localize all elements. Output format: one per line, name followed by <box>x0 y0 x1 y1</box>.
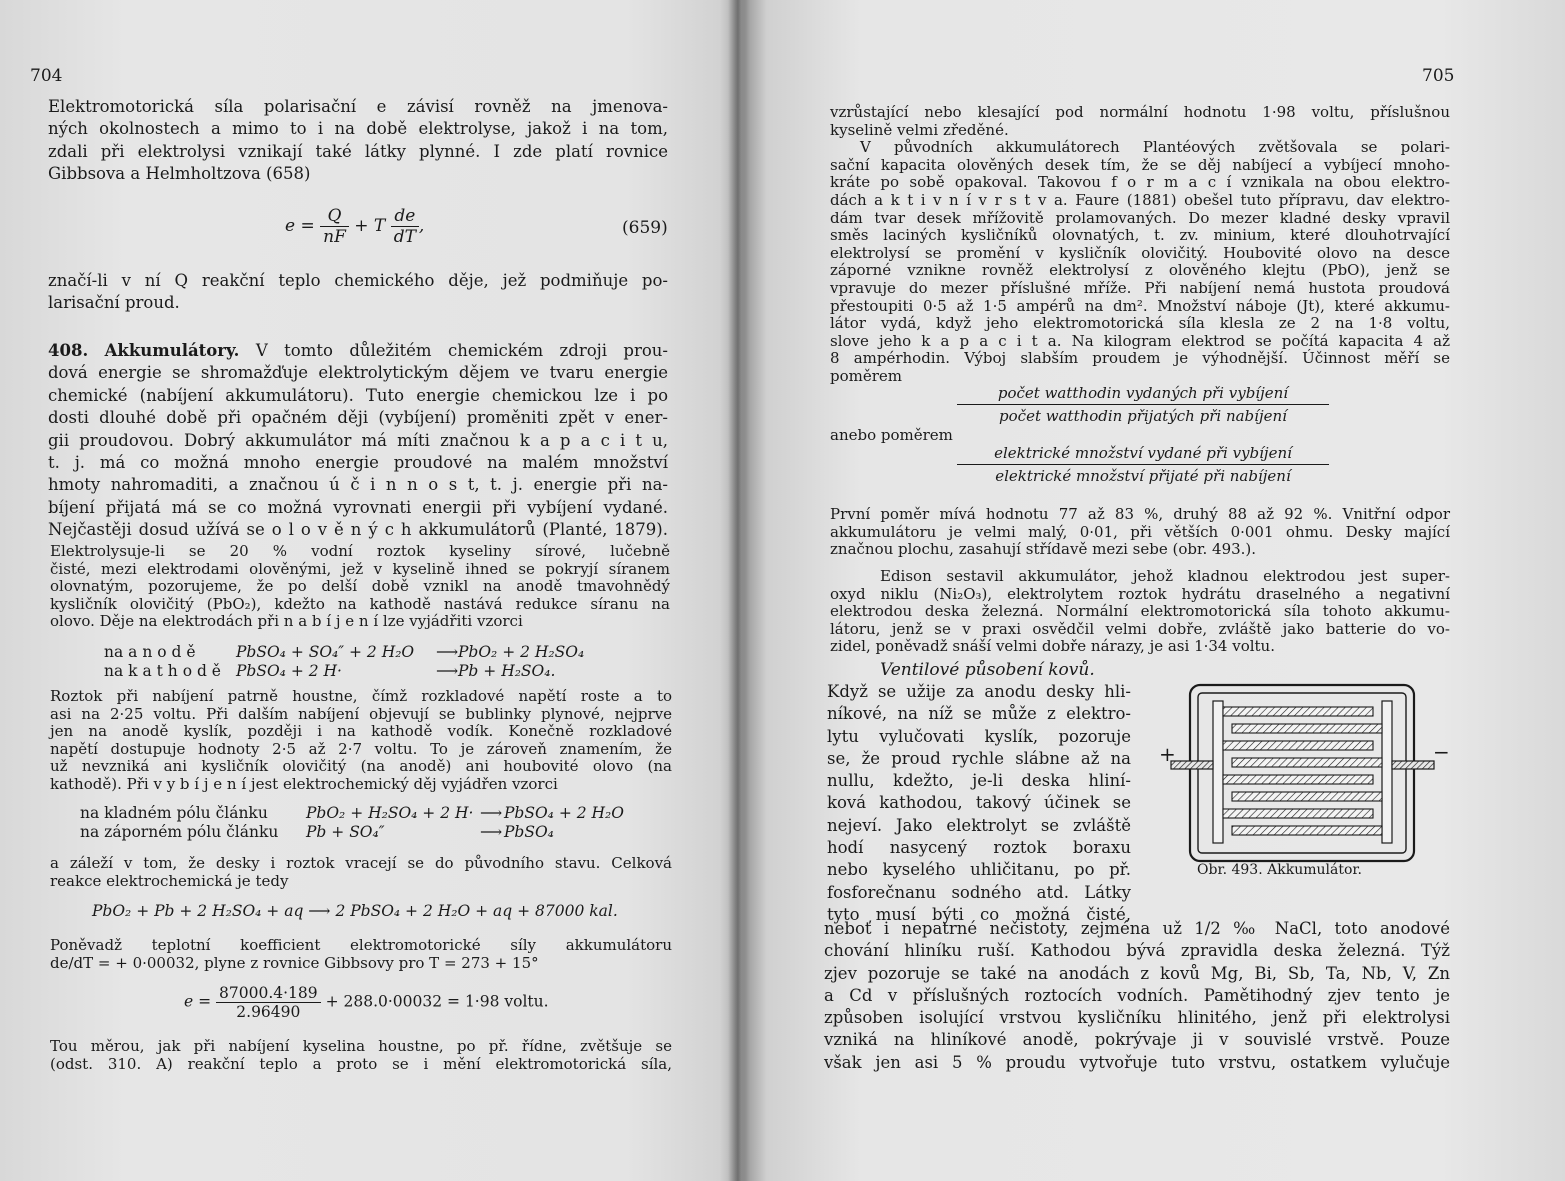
text-line: bíjení přijatá má se co možná vyrovnati energii při vybíjení vydané. <box>48 497 668 517</box>
page-number-left: 704 <box>30 66 63 86</box>
text-line: čisté, mezi elektrodami olověnými, jež v kyselině ihned se pokryjí síranem <box>50 559 670 578</box>
text-line: vpravuje do mezer příslušné mříže. Při nabíjení nemá hustota proudová <box>830 278 1450 297</box>
text-line: jen na anodě kyslík, později i na kathodě vodík. Konečně rozkladové <box>50 722 672 741</box>
text-line: a Cd v příslušných roztocích vodních. Pamětihodný zjev tento je <box>824 985 1450 1005</box>
text-line: už nevzniká ani kysličník olovičitý (na anodě) ani houbovité olovo (na <box>50 757 672 776</box>
reaction-row <box>104 662 584 681</box>
text-line: V původních akkumulátorech Plantéových zvětšovala se polari- <box>860 138 1450 157</box>
fraction-q-nf <box>320 206 349 247</box>
positive-plate <box>1223 809 1373 818</box>
text-line: značnou plochu, zasahují střídavě mezi sebe (obr. 493.). <box>830 540 1257 559</box>
text-line: Elektromotorická síla polarisační e závisí rovněž na jmenova- <box>48 97 668 116</box>
minus-sign: − <box>1433 740 1450 764</box>
text-line: dosti dlouhé době při opačném ději (vybíjení) proměniti zpět v ener- <box>48 408 668 428</box>
paragraph-polarisation <box>48 96 668 186</box>
text-line: dová energie se shromažďuje elektrolytickým dějem ve tvaru energie <box>48 363 668 383</box>
text-line: sační kapacita olověných desek tím, že se děj nabíjecí a vybíjecí mnoho- <box>830 155 1450 174</box>
fraction-calc <box>216 984 321 1021</box>
text-line: elektrodou deska železná. Normální elektromotorická síla tohoto akkumu- <box>830 602 1450 621</box>
reaction-left: PbO₂ + H₂SO₄ + 2 H· <box>306 804 474 822</box>
reaction-label: na k a t h o d ě <box>104 662 221 680</box>
paragraph-closing <box>50 1038 672 1073</box>
plus-sign: + <box>1159 742 1176 766</box>
text-line: kathodě). Při v y b í j e n í jest elektrochemický děj vyjádřen vzorci <box>50 774 558 793</box>
reaction-label: na záporném pólu článku <box>80 823 279 841</box>
text-line: ných okolnostech a mimo to i na době elektrolyse, jakož i na tom, <box>48 119 668 139</box>
equation-calculation <box>184 984 549 1021</box>
positive-plate <box>1223 741 1373 750</box>
negative-plate <box>1232 724 1382 733</box>
text-line: Tou měrou, jak při nabíjení kyselina houstne, po př. řídne, zvětšuje se <box>50 1037 672 1055</box>
ratio-denominator: elektrické množství přijaté při nabíjení <box>995 467 1291 485</box>
paragraph-edison <box>830 568 1450 656</box>
text-line: zdali při elektrolysi vznikají také látky plynné. I zde platí rovnice <box>48 141 668 161</box>
eq-comma: , <box>418 216 425 236</box>
left-page <box>0 0 728 1181</box>
negative-plate-bus <box>1382 701 1392 843</box>
reaction-right: PbSO₄ <box>504 823 554 841</box>
text-line: 8 ampérhodin. Výboj slabším proudem je výhodnější. Účinnost měří se <box>830 349 1450 368</box>
text-line: t. j. má co možná mnoho energie proudové na malém množství <box>48 453 668 473</box>
positive-plate <box>1223 775 1373 784</box>
text-line: gii proudovou. Dobrý akkumulátor má míti značnou k a p a c i t u, <box>48 430 668 450</box>
or-ratio-label: anebo poměrem <box>830 426 953 444</box>
reaction-left: PbSO₄ + SO₄″ + 2 H₂O <box>236 643 415 661</box>
paragraph-charging <box>50 543 670 631</box>
discharging-reactions <box>80 804 624 842</box>
paragraph-plante <box>830 104 1450 386</box>
text-line: slove jeho k a p a c i t a. Na kilogram elektrod se počítá kapacita 4 až <box>830 331 1450 350</box>
text-line: záporné vznikne rovněž elektrolysí z olověného klejtu (PbO), jenž se <box>830 261 1450 280</box>
section-title: Akkumulátory. <box>104 341 240 360</box>
text-line: Poněvadž teplotní koefficient elektromotorické síly akkumulátoru <box>50 936 672 954</box>
ratio-numerator: počet watthodin vydaných při vybíjení <box>957 384 1329 405</box>
reaction-arrow: ⟶ <box>436 662 459 680</box>
positive-plate <box>1223 707 1373 716</box>
book-gutter <box>728 0 750 1181</box>
fraction-de-dt <box>391 206 419 247</box>
text-line: Gibbsova a Helmholtzova (658) <box>48 164 311 184</box>
reaction-left: PbSO₄ + 2 H· <box>236 662 342 680</box>
negative-plate <box>1232 792 1382 801</box>
reaction-label: na kladném pólu článku <box>80 804 268 822</box>
text-line <box>48 340 668 362</box>
total-reaction: PbO₂ + Pb + 2 H₂SO₄ + aq ⟶ 2 PbSO₄ + 2 H₂O + aq + 87000 kal. <box>92 902 618 920</box>
right-page <box>752 0 1565 1181</box>
text-line: látor vydá, když jeho elektromotorická síla klesla ze 2 na 1·8 voltu, <box>830 314 1450 333</box>
text-line: přestoupiti 0·5 až 1·5 ampérů na dm². Množství náboje (Jt), které akkumu- <box>830 296 1450 315</box>
paragraph-ventil-continued <box>824 918 1450 1074</box>
text-line: dám tvar desek mřížovitě prolamovaných. Do mezer kladné desky vpravil <box>830 208 1450 227</box>
charging-reactions <box>104 643 584 681</box>
frac-num: de <box>391 206 419 227</box>
frac-num: 87000.4·189 <box>216 984 321 1003</box>
paragraph-total <box>50 855 672 890</box>
reaction-left: Pb + SO₄″ <box>306 823 385 841</box>
reaction-right: PbO₂ + 2 H₂SO₄ <box>458 643 585 661</box>
text-line: nebo kyselého uhličitanu, po př. <box>827 860 1131 880</box>
negative-terminal <box>1392 761 1434 769</box>
reaction-arrow: ⟶ <box>436 643 459 661</box>
text-line: kráte po sobě opakoval. Takovou f o r m a c í vznikala na obou elektro- <box>830 173 1450 192</box>
text-line: nullu, kdežto, je-li deska hliní- <box>827 771 1131 791</box>
reaction-row <box>80 823 624 842</box>
text-line: směs laciných kysličníků olovnatých, t. zv. minium, které dlouhotrvající <box>830 226 1450 245</box>
page-number-right: 705 <box>1422 66 1455 86</box>
text-line: se, že proud rychle slábne až na <box>827 748 1131 768</box>
eq-lhs: e = <box>184 992 212 1011</box>
text-line: napětí dostupuje hodnoty 2·5 až 2·7 voltu. To je zároveň znamením, že <box>50 739 672 758</box>
text-line: chování hliníku ruší. Kathodou bývá zpravidla deska železná. Týž <box>824 941 1450 961</box>
text-line: a záleží v tom, že desky i roztok vracejí se do původního stavu. Celková <box>50 854 672 872</box>
text-line: dách a k t i v n í v r s t v a. Faure (1881) obešel tuto přípravu, dav elektro- <box>830 190 1450 209</box>
frac-den: dT <box>393 227 416 247</box>
frac-den: nF <box>323 227 346 247</box>
reaction-label: na a n o d ě <box>104 643 196 661</box>
eq-lhs: e = <box>285 216 315 236</box>
section-number: 408. <box>48 341 89 360</box>
text-line: však jen asi 5 % proudu vytvořuje tuto vrstvu, ostatkem vylučuje <box>824 1052 1450 1072</box>
text-line: fosforečnanu sodného atd. Látky <box>827 882 1131 902</box>
text-line: První poměr mívá hodnotu 77 až 83 %, druhý 88 až 92 %. Vnitřní odpor <box>830 505 1450 523</box>
reaction-row <box>80 804 624 823</box>
frac-den: 2.96490 <box>236 1003 301 1021</box>
paragraph-discharging <box>50 688 672 794</box>
text-line: kysličník olovičitý (PbO₂), kdežto na kathodě nastává redukce síranu na <box>50 594 670 613</box>
eq-rest: + 288.0·00032 = 1·98 voltu. <box>325 992 549 1011</box>
text-line: značí-li v ní Q reakční teplo chemického děje, jež podmiňuje po- <box>48 271 668 290</box>
figure-caption: Obr. 493. Akkumulátor. <box>1197 862 1362 878</box>
text-line: ková kathodou, takový účinek se <box>827 793 1131 813</box>
text-line: olovo. Děje na elektrodách při n a b í j e n í lze vyjádřiti vzorci <box>50 612 523 631</box>
text-line: Když se užije za anodu desky hli- <box>827 682 1131 701</box>
text-line: Nejčastěji dosud užívá se o l o v ě n ý c h akkumulátorů (Planté, 1879). <box>48 520 668 540</box>
text-line: akkumulátoru je velmi malý, 0·01, při větších 0·001 ohmu. Desky mající <box>830 522 1450 541</box>
reaction-row <box>104 643 584 662</box>
text-line: vzniká na hliníkové anodě, pokrývaje ji v souvislé vrstvě. Pouze <box>824 1030 1450 1050</box>
text-line: poměrem <box>830 366 903 385</box>
text-line: olovnatým, pozorujeme, že po delší době vznikl na anodě tmavohnědý <box>50 577 670 596</box>
ratio-charge <box>957 444 1329 485</box>
text-line: kyselině velmi zředěné. <box>830 120 1009 139</box>
negative-plate <box>1232 758 1382 767</box>
equation-number: (659) <box>622 218 668 238</box>
text-line: zidel, poněvadž snáší velmi dobře nárazy, je asi 1·34 voltu. <box>830 637 1275 656</box>
accumulator-figure <box>1157 683 1450 867</box>
text-line: Edison sestavil akkumulátor, jehož kladnou elektrodou jest super- <box>880 567 1450 585</box>
ratio-watthours <box>957 384 1329 425</box>
ratio-numerator: elektrické množství vydané při vybíjení <box>957 444 1329 465</box>
text-line: larisační proud. <box>48 293 180 313</box>
reaction-right: PbSO₄ + 2 H₂O <box>504 804 624 822</box>
equation-659 <box>285 206 424 247</box>
paragraph-reaction-heat <box>48 270 668 315</box>
section-408 <box>48 340 668 542</box>
paragraph-temp-coefficient <box>50 937 672 972</box>
text-line: elektrolysí se promění v kysličník olovičitý. Houbovité olovo na desce <box>830 243 1450 262</box>
text-line: oxyd niklu (Ni₂O₃), elektrolytem roztok hydrátu draselného a negativní <box>830 584 1450 603</box>
negative-plate <box>1232 826 1382 835</box>
text-line: neboť i nepatrné nečistoty, zejména už 1/2 ‰ NaCl, toto anodové <box>824 919 1450 938</box>
text-line: hmoty nahromaditi, a značnou ú č i n n o s t, t. j. energie při na- <box>48 475 668 495</box>
section-line: V tomto důležitém chemickém zdroji prou- <box>255 341 669 360</box>
text-line: lytu vylučovati kyslík, pozoruje <box>827 726 1131 746</box>
text-line: níkové, na níž se může z elektro- <box>827 704 1131 724</box>
text-line: tyto musí býti co možná čisté, <box>827 904 1131 924</box>
text-line: látoru, jenž se v praxi osvědčil velmi dobře, zvláště jako batterie do vo- <box>830 619 1450 638</box>
ratio-denominator: počet watthodin přijatých při nabíjení <box>999 407 1287 425</box>
paragraph-ventil <box>827 681 1131 926</box>
positive-plate-bus <box>1213 701 1223 843</box>
positive-terminal <box>1171 761 1213 769</box>
text-line: způsoben isolující vrstvou kysličníku hlinitého, jenž při elektrolysi <box>824 1008 1450 1028</box>
text-line: nejeví. Jako elektrolyt se zvláště <box>827 815 1131 835</box>
ventil-heading: Ventilové působení kovů. <box>880 660 1095 680</box>
text-line: Elektrolysuje-li se 20 % vodní roztok kyseliny sírové, lučebně <box>50 542 670 560</box>
reaction-right: Pb + H₂SO₄. <box>458 662 556 680</box>
reaction-arrow: ⟶ <box>480 804 503 822</box>
paragraph-efficiency <box>830 506 1450 559</box>
text-line: Roztok při nabíjení patrně houstne, čímž rozkladové napětí roste a to <box>50 687 672 705</box>
eq-plus-t: + T <box>354 216 386 236</box>
text-line: asi na 2·25 voltu. Při dalším nabíjení objevují se bublinky plynové, nejprve <box>50 704 672 723</box>
text-line: (odst. 310. A) reakční teplo a proto se i mění elektromotorická síla, <box>50 1054 672 1073</box>
text-line: vzrůstající nebo klesající pod normální hodnotu 1·98 voltu, příslušnou <box>830 103 1450 121</box>
reaction-arrow: ⟶ <box>480 823 503 841</box>
text-line: chemické (nabíjení akkumulátoru). Tuto energie chemickou lze i po <box>48 385 668 405</box>
text-line: hodí nasycený roztok boraxu <box>827 838 1131 858</box>
text-line: zjev pozoruje se také na anodách z kovů Mg, Bi, Sb, Ta, Nb, V, Zn <box>824 963 1450 983</box>
text-line: reakce elektrochemická je tedy <box>50 871 289 890</box>
text-line: de/dT = + 0·00032, plyne z rovnice Gibbsovy pro T = 273 + 15° <box>50 953 539 972</box>
frac-num: Q <box>320 206 349 227</box>
